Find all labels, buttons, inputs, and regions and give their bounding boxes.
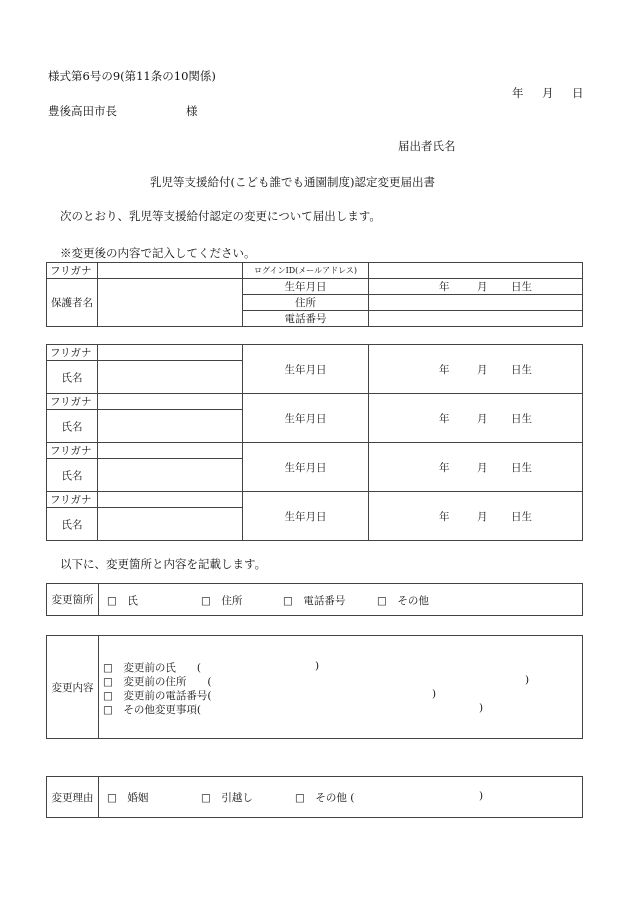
- child-furigana-label: フリガナ: [47, 345, 98, 361]
- child-furigana-field[interactable]: [98, 492, 243, 508]
- guardian-name-label: 保護者名: [47, 279, 98, 327]
- form-number: 様式第6号の9(第11条の10関係): [48, 69, 216, 83]
- child-furigana-label: フリガナ: [47, 443, 98, 459]
- change-location-label: 変更箇所: [47, 584, 99, 615]
- child-furigana-field[interactable]: [98, 443, 243, 459]
- child-birth-label: 生年月日: [243, 345, 369, 394]
- child-furigana-label: フリガナ: [47, 492, 98, 508]
- child-name-field[interactable]: [98, 459, 243, 492]
- addressee: 豊後高田市長: [48, 104, 117, 118]
- child-birth-label: 生年月日: [243, 394, 369, 443]
- child-name-label: 氏名: [47, 410, 98, 443]
- date-month-label: 月: [542, 86, 554, 100]
- child-birth-year: 年: [439, 462, 450, 474]
- child-birth-day: 日生: [511, 462, 532, 474]
- child-birth-year: 年: [439, 511, 450, 523]
- applicant-name-label: 届出者氏名: [398, 139, 456, 153]
- child-birth-field[interactable]: [369, 394, 583, 443]
- child-name-field[interactable]: [98, 361, 243, 394]
- child-furigana-field[interactable]: [98, 394, 243, 410]
- guardian-furigana-label: フリガナ: [47, 263, 98, 279]
- change-location-box: [46, 583, 583, 616]
- previous-phone-close: ): [432, 688, 437, 700]
- child-birth-month: 月: [477, 364, 488, 376]
- child-birth-year: 年: [439, 364, 450, 376]
- guardian-birth-day: 日生: [511, 281, 532, 293]
- child-birth-field[interactable]: [369, 345, 583, 394]
- child-birth-day: 日生: [511, 413, 532, 425]
- login-id-field[interactable]: [369, 263, 583, 279]
- child-name-label: 氏名: [47, 459, 98, 492]
- child-birth-label: 生年月日: [243, 443, 369, 492]
- guardian-address-field[interactable]: [369, 295, 583, 311]
- child-birth-day: 日生: [511, 364, 532, 376]
- previous-surname-close: ): [315, 660, 320, 672]
- child-birth-day: 日生: [511, 511, 532, 523]
- reason-other-close: ): [479, 790, 484, 802]
- guardian-birth-field[interactable]: [369, 279, 583, 295]
- change-detail-label: 変更内容: [47, 636, 99, 738]
- date-day-label: 日: [572, 86, 584, 100]
- other-change-close: ): [479, 702, 484, 714]
- guardian-furigana-field[interactable]: [98, 263, 243, 279]
- guardian-address-label: 住所: [243, 295, 369, 311]
- previous-phone-checkbox[interactable]: □ 変更前の電話番号(: [103, 690, 212, 702]
- guardian-birth-month: 月: [477, 281, 488, 293]
- honorific: 様: [186, 104, 198, 118]
- child-birth-field[interactable]: [369, 443, 583, 492]
- children-table: [46, 344, 583, 541]
- child-birth-field[interactable]: [369, 492, 583, 541]
- note-text: ※変更後の内容で記入してください。: [60, 246, 256, 260]
- previous-surname-checkbox[interactable]: □ 変更前の氏 (: [103, 662, 202, 674]
- option-address-checkbox[interactable]: □ 住所: [201, 595, 243, 607]
- change-detail-box: [46, 635, 583, 739]
- changes-intro: 以下に、変更箇所と内容を記載します。: [60, 557, 267, 571]
- login-id-label: ログインID(メールアドレス): [243, 263, 369, 279]
- guardian-name-field[interactable]: [98, 279, 243, 327]
- guardian-table: [46, 262, 583, 327]
- other-change-checkbox[interactable]: □ その他変更事項(: [103, 704, 202, 716]
- child-birth-year: 年: [439, 413, 450, 425]
- reason-moving-checkbox[interactable]: □ 引越し: [201, 792, 253, 804]
- child-name-label: 氏名: [47, 361, 98, 394]
- previous-address-checkbox[interactable]: □ 変更前の住所 (: [103, 676, 212, 688]
- change-reason-label: 変更理由: [47, 777, 99, 817]
- child-name-label: 氏名: [47, 508, 98, 541]
- child-birth-label: 生年月日: [243, 492, 369, 541]
- option-surname-checkbox[interactable]: □ 氏: [107, 595, 138, 607]
- change-reason-box: [46, 776, 583, 818]
- reason-marriage-checkbox[interactable]: □ 婚姻: [107, 792, 149, 804]
- intro-text: 次のとおり、乳児等支援給付認定の変更について届出します。: [60, 209, 381, 223]
- child-birth-month: 月: [477, 511, 488, 523]
- reason-other-checkbox[interactable]: □ その他 (: [295, 792, 355, 804]
- child-name-field[interactable]: [98, 508, 243, 541]
- guardian-phone-label: 電話番号: [243, 311, 369, 327]
- previous-address-close: ): [525, 674, 530, 686]
- child-furigana-field[interactable]: [98, 345, 243, 361]
- option-phone-checkbox[interactable]: □ 電話番号: [283, 595, 346, 607]
- child-furigana-label: フリガナ: [47, 394, 98, 410]
- option-other-checkbox[interactable]: □ その他: [377, 595, 429, 607]
- child-birth-month: 月: [477, 413, 488, 425]
- guardian-birth-year: 年: [439, 281, 450, 293]
- guardian-phone-field[interactable]: [369, 311, 583, 327]
- guardian-birth-label: 生年月日: [243, 279, 369, 295]
- child-name-field[interactable]: [98, 410, 243, 443]
- date-year-label: 年: [512, 86, 524, 100]
- child-birth-month: 月: [477, 462, 488, 474]
- document-title: 乳児等支援給付(こども誰でも通園制度)認定変更届出書: [150, 175, 435, 189]
